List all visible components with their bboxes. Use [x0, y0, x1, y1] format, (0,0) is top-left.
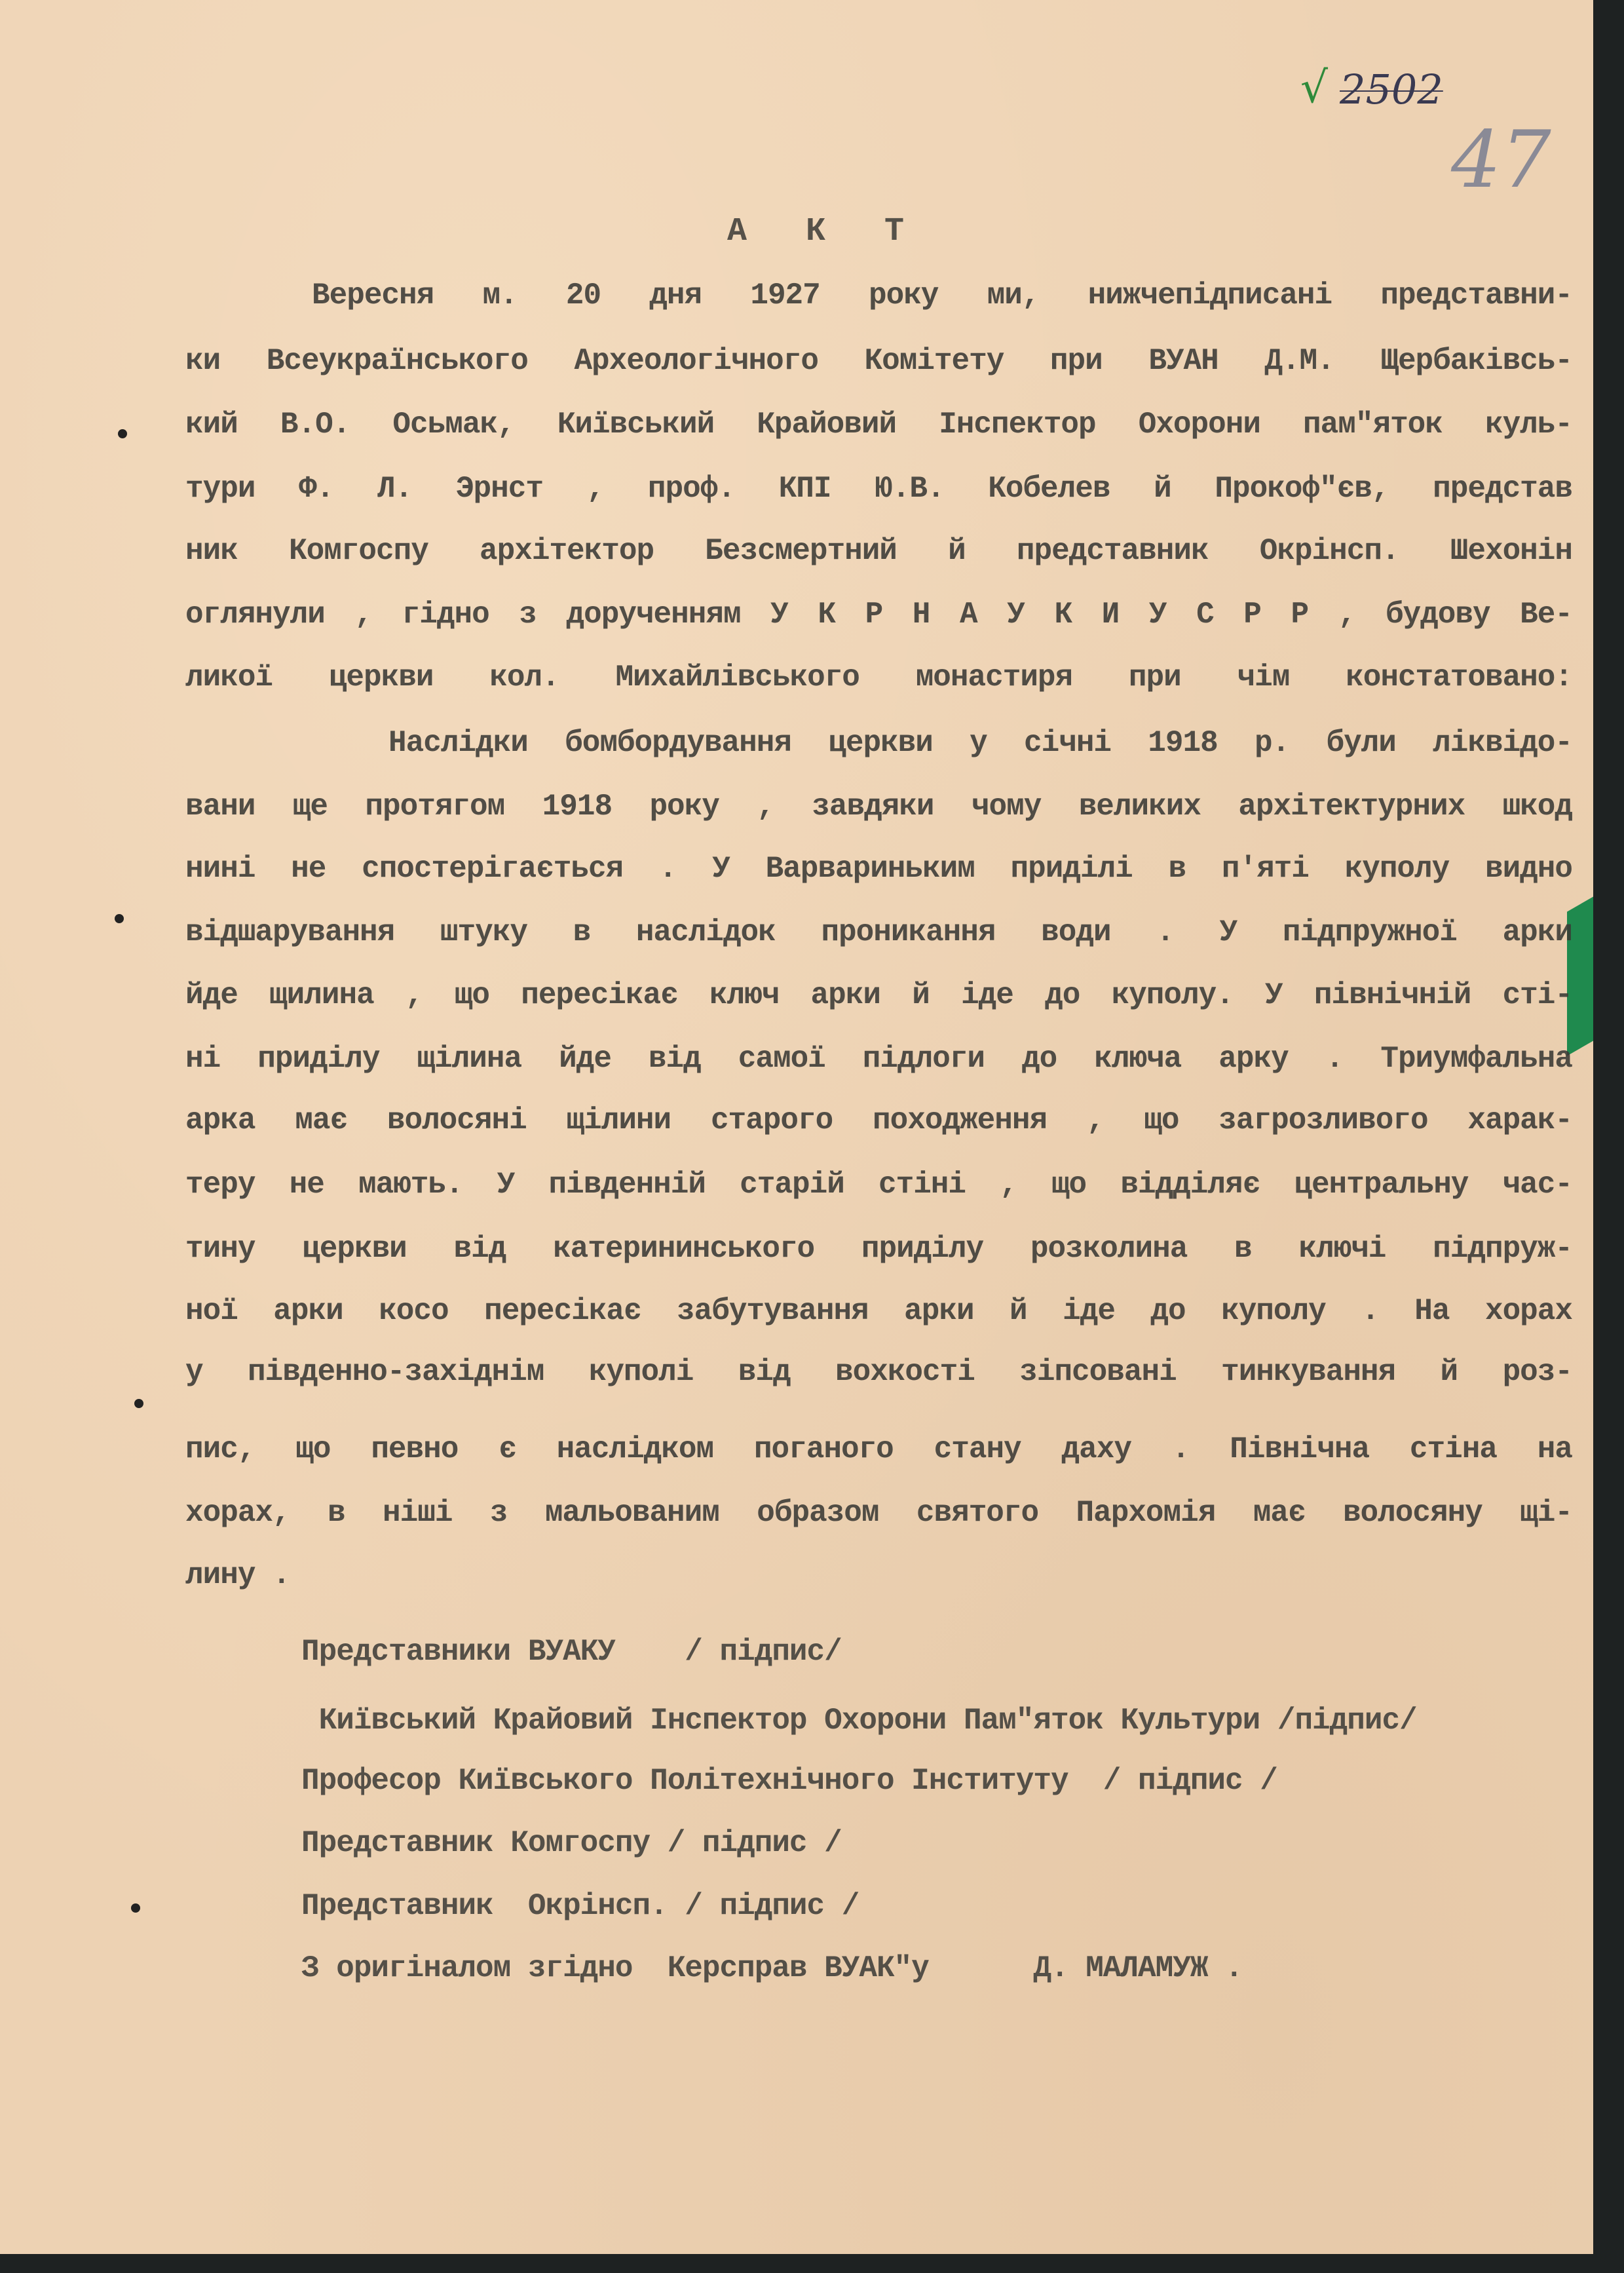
- signature-line: Київський Крайовий Інспектор Охорони Пам"яток Культури /підпис/: [301, 1704, 1417, 1738]
- text-line: вани ще протягом 1918 року , завдяки чому великих архітектурних шкод: [185, 790, 1572, 824]
- text-line: хорах, в ніші з мальованим образом святого Пархомія має волосяну щі-: [185, 1496, 1572, 1530]
- text-line: оглянули , гідно з дорученням У К Р Н А У К И У С Р Р , будову Ве-: [185, 598, 1572, 632]
- text-line: тину церкви від катерининського приділу розколина в ключі підпруж-: [185, 1232, 1572, 1266]
- text-line: йде щилина , що пересікає ключ арки й іде до куполу. У північній сті-: [185, 978, 1572, 1012]
- text-line: ки Всеукраїнського Археологічного Комітету при ВУАН Д.М. Щербаківсь-: [185, 344, 1572, 378]
- text-line: теру не мають. У південній старій стіні , що відділяє центральну час-: [185, 1168, 1572, 1202]
- signature-line: Представник Комгоспу / підпис /: [301, 1826, 842, 1860]
- document-title: А К Т: [727, 213, 924, 250]
- signature-line: Представник Окрінсп. / підпис /: [301, 1889, 859, 1923]
- punch-mark: [118, 429, 127, 438]
- text-line: Вересня м. 20 дня 1927 року ми, нижчепідписані представни-: [312, 278, 1572, 313]
- punch-mark: [115, 914, 124, 923]
- text-line: відшарування штуку в наслідок проникання води . У підпружної арки: [185, 915, 1572, 949]
- text-line: Наслідки бомбордування церкви у січні 1918 р. були ліквідо-: [388, 726, 1572, 760]
- text-line: ні приділу щілина йде від самої підлоги до ключа арку . Триумфальна: [185, 1042, 1572, 1076]
- text-line: пис, що певно є наслідком поганого стану даху . Північна стіна на: [185, 1432, 1572, 1466]
- text-line: у південно-західнім куполі від вохкості зіпсовані тинкування й роз-: [185, 1355, 1572, 1389]
- signature-line: З оригіналом згідно Керсправ ВУАК"у Д. МАЛАМУЖ .: [301, 1951, 1243, 1985]
- signature-line: Представники ВУАКУ / підпис/: [301, 1635, 842, 1669]
- check-mark: √: [1300, 62, 1329, 113]
- text-line: кий В.О. Осьмак, Київський Крайовий Інспектор Охорони пам"яток куль-: [185, 408, 1572, 442]
- text-line: арка має волосяні щілини старого походження , що загрозливого харак-: [185, 1103, 1572, 1137]
- punch-mark: [134, 1399, 143, 1408]
- archive-number: 2502: [1340, 66, 1443, 113]
- text-line: ликої церкви кол. Михайлівського монастиря при чім констатовано:: [185, 660, 1572, 695]
- folio-number: 47: [1451, 115, 1551, 206]
- signature-line: Професор Київського Політехнічного Інституту / підпис /: [301, 1764, 1277, 1798]
- text-line: ник Комгоспу архітектор Безсмертний й представник Окрінсп. Шехонін: [185, 534, 1572, 568]
- punch-mark: [131, 1903, 140, 1913]
- text-line: нині не спостерігається . У Варвариньким приділі в п'яті куполу видно: [185, 852, 1572, 886]
- text-line: ної арки косо пересікає забутування арки й іде до куполу . На хорах: [185, 1294, 1572, 1328]
- text-line: лину .: [185, 1558, 290, 1592]
- text-line: тури Ф. Л. Эрнст , проф. КПІ Ю.В. Кобелев й Прокоф"єв, представ: [185, 472, 1572, 506]
